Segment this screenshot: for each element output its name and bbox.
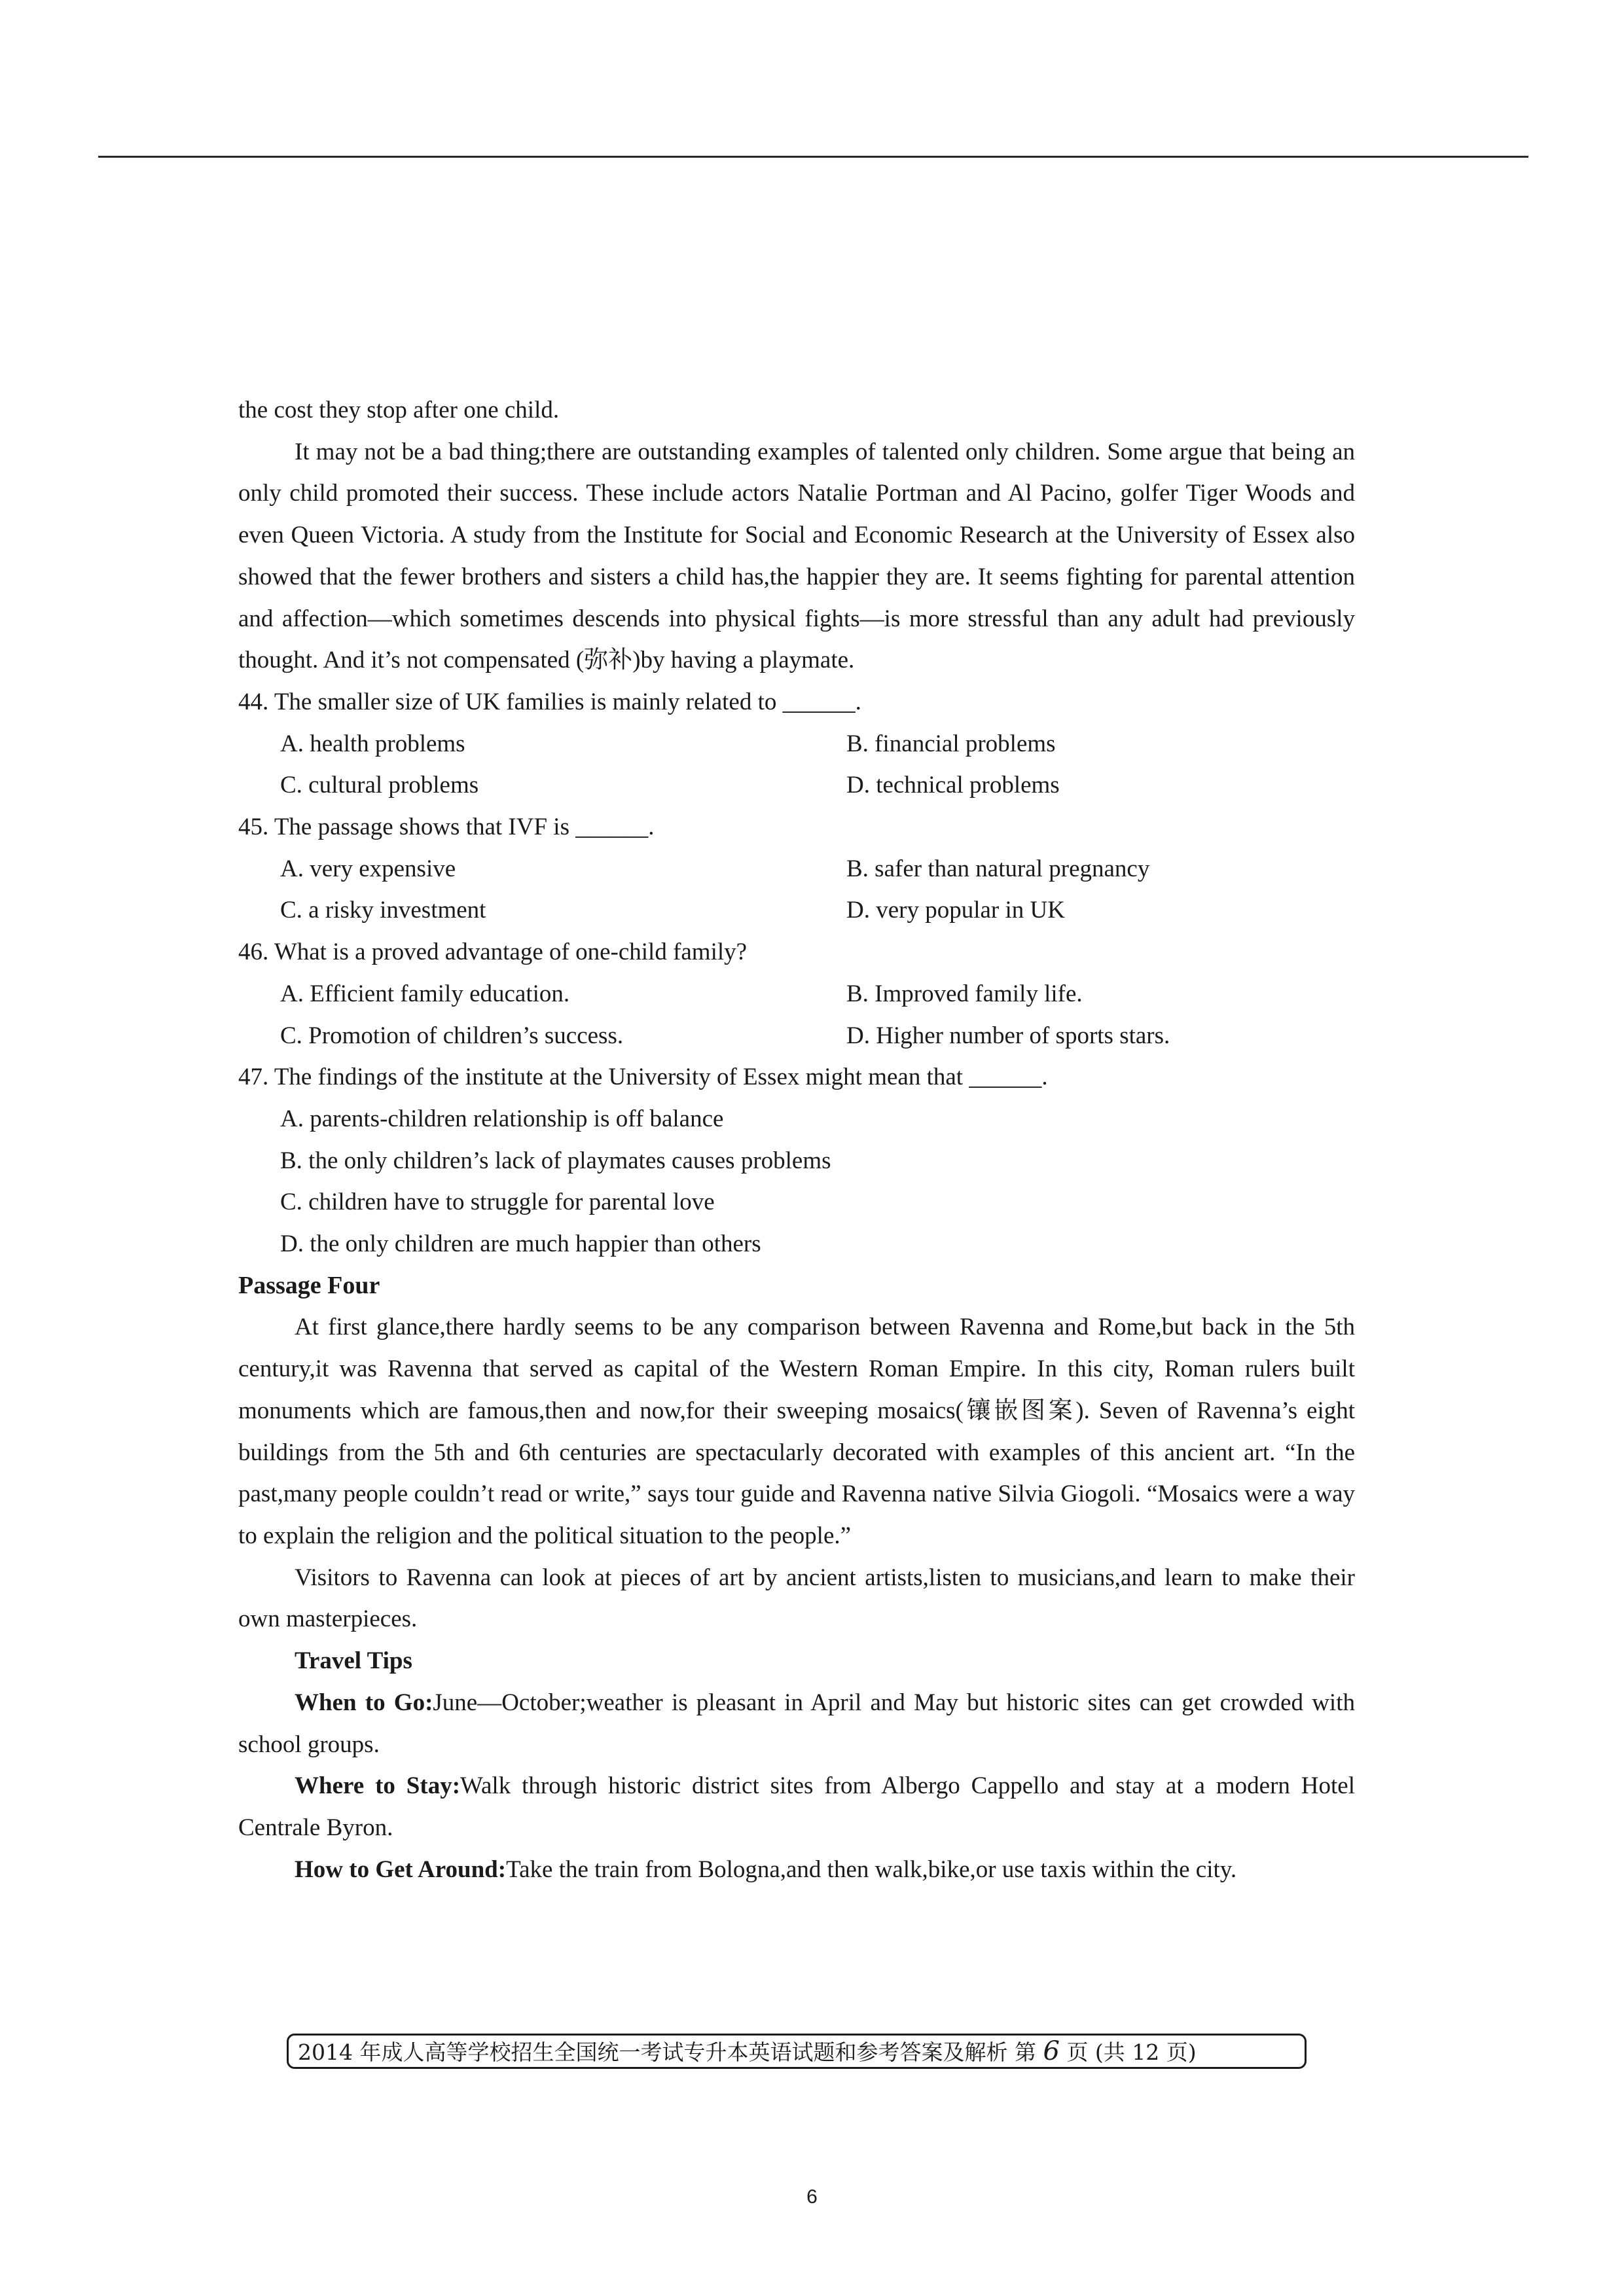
tip-text: Walk through historic district sites from Albergo Cappello and stay at a modern Hotel Centrale Byron. [238, 1772, 1355, 1841]
option-c: C. a risky investment [280, 897, 486, 924]
option-a: A. very expensive [280, 855, 456, 882]
tip-label: When to Go: [295, 1689, 433, 1716]
question-45 [238, 806, 1355, 931]
passage4-paragraph-1: At first glance,there hardly seems to be any comparison between Ravenna and Rome,but back in the 5th century,it was Ravenna that served as capital of the Western Roman Empire. In this city, Roman rulers built monuments which are famous,then and now,for their sweeping mosaics(镶嵌图案). Seven of Ravenna’s eight buildings from the 5th and 6th centuries are spectacularly decorated with examples of this ancient art. “In the past,many people couldn’t read or write,” says tour guide and Ravenna native Silvia Giogoli. “Mosaics were a way to explain the religion and the political situation to the people.” [238, 1314, 1355, 1549]
option-a: A. parents-children relationship is off balance [280, 1105, 724, 1132]
footer-page-number: 6 [1043, 2036, 1060, 2066]
tip-label: How to Get Around: [295, 1856, 507, 1883]
question-stem: 46. What is a proved advantage of one-child family? [238, 939, 748, 966]
page-content [238, 389, 1355, 1890]
option-c: C. children have to struggle for parental love [280, 1189, 715, 1216]
tip-when-to-go [238, 1682, 1355, 1765]
footer-page-suffix: 页 (共 12 页) [1066, 2039, 1197, 2065]
footer-title: 2014 年成人高等学校招生全国统一考试专升本英语试题和参考答案及解析 [298, 2039, 1008, 2065]
footer-page-prefix: 第 [1014, 2039, 1036, 2065]
page-number: 6 [806, 2186, 818, 2208]
tip-where-to-stay [238, 1765, 1355, 1848]
option-a: A. health problems [280, 730, 465, 757]
passage3-tail-line: the cost they stop after one child. [238, 397, 560, 423]
option-b: B. safer than natural pregnancy [846, 855, 1150, 882]
header-rule [98, 156, 1528, 158]
question-stem: 44. The smaller size of UK families is mainly related to ______. [238, 688, 861, 715]
tip-text: June—October;weather is pleasant in April and May but historic sites can get crowded with school groups. [238, 1689, 1355, 1758]
travel-tips-heading: Travel Tips [295, 1647, 412, 1675]
passage4-paragraph-2: Visitors to Ravenna can look at pieces of art by ancient artists,listen to musicians,and learn to make their own masterpieces. [238, 1564, 1355, 1633]
tip-how-to-get-around [238, 1849, 1355, 1891]
question-stem: 45. The passage shows that IVF is ______. [238, 814, 655, 841]
option-d: D. very popular in UK [846, 897, 1065, 924]
tip-label: Where to Stay: [295, 1772, 461, 1800]
option-b: B. Improved family life. [846, 980, 1083, 1007]
passage3-paragraph: It may not be a bad thing;there are outstanding examples of talented only children. Some argue that being an only child promoted their success. These include actors Natalie Portman and Al Pacino, golfer Tiger Woods and even Queen Victoria. A study from the Institute for Social and Economic Research at the University of Essex also showed that the fewer brothers and sisters a child has,the happier they are. It seems fighting for parental attention and affection—which sometimes descends into physical fights—is more stressful than any adult had previously thought. And it’s not compensated (弥补)by having a playmate. [238, 438, 1355, 674]
option-b: B. the only children’s lack of playmates causes problems [280, 1147, 831, 1174]
option-c: C. cultural problems [280, 772, 479, 799]
passage-four-title: Passage Four [238, 1271, 380, 1299]
question-47 [238, 1056, 1355, 1265]
option-b: B. financial problems [846, 730, 1056, 757]
question-46 [238, 931, 1355, 1056]
question-44 [238, 681, 1355, 806]
exam-footer [287, 2034, 1307, 2069]
option-d: D. technical problems [846, 772, 1060, 799]
option-a: A. Efficient family education. [280, 980, 570, 1007]
question-stem: 47. The findings of the institute at the University of Essex might mean that ______. [238, 1064, 1048, 1091]
option-d: D. the only children are much happier than others [280, 1230, 761, 1258]
tip-text: Take the train from Bologna,and then walk,bike,or use taxis within the city. [506, 1856, 1237, 1883]
option-d: D. Higher number of sports stars. [846, 1022, 1170, 1049]
option-c: C. Promotion of children’s success. [280, 1022, 624, 1049]
